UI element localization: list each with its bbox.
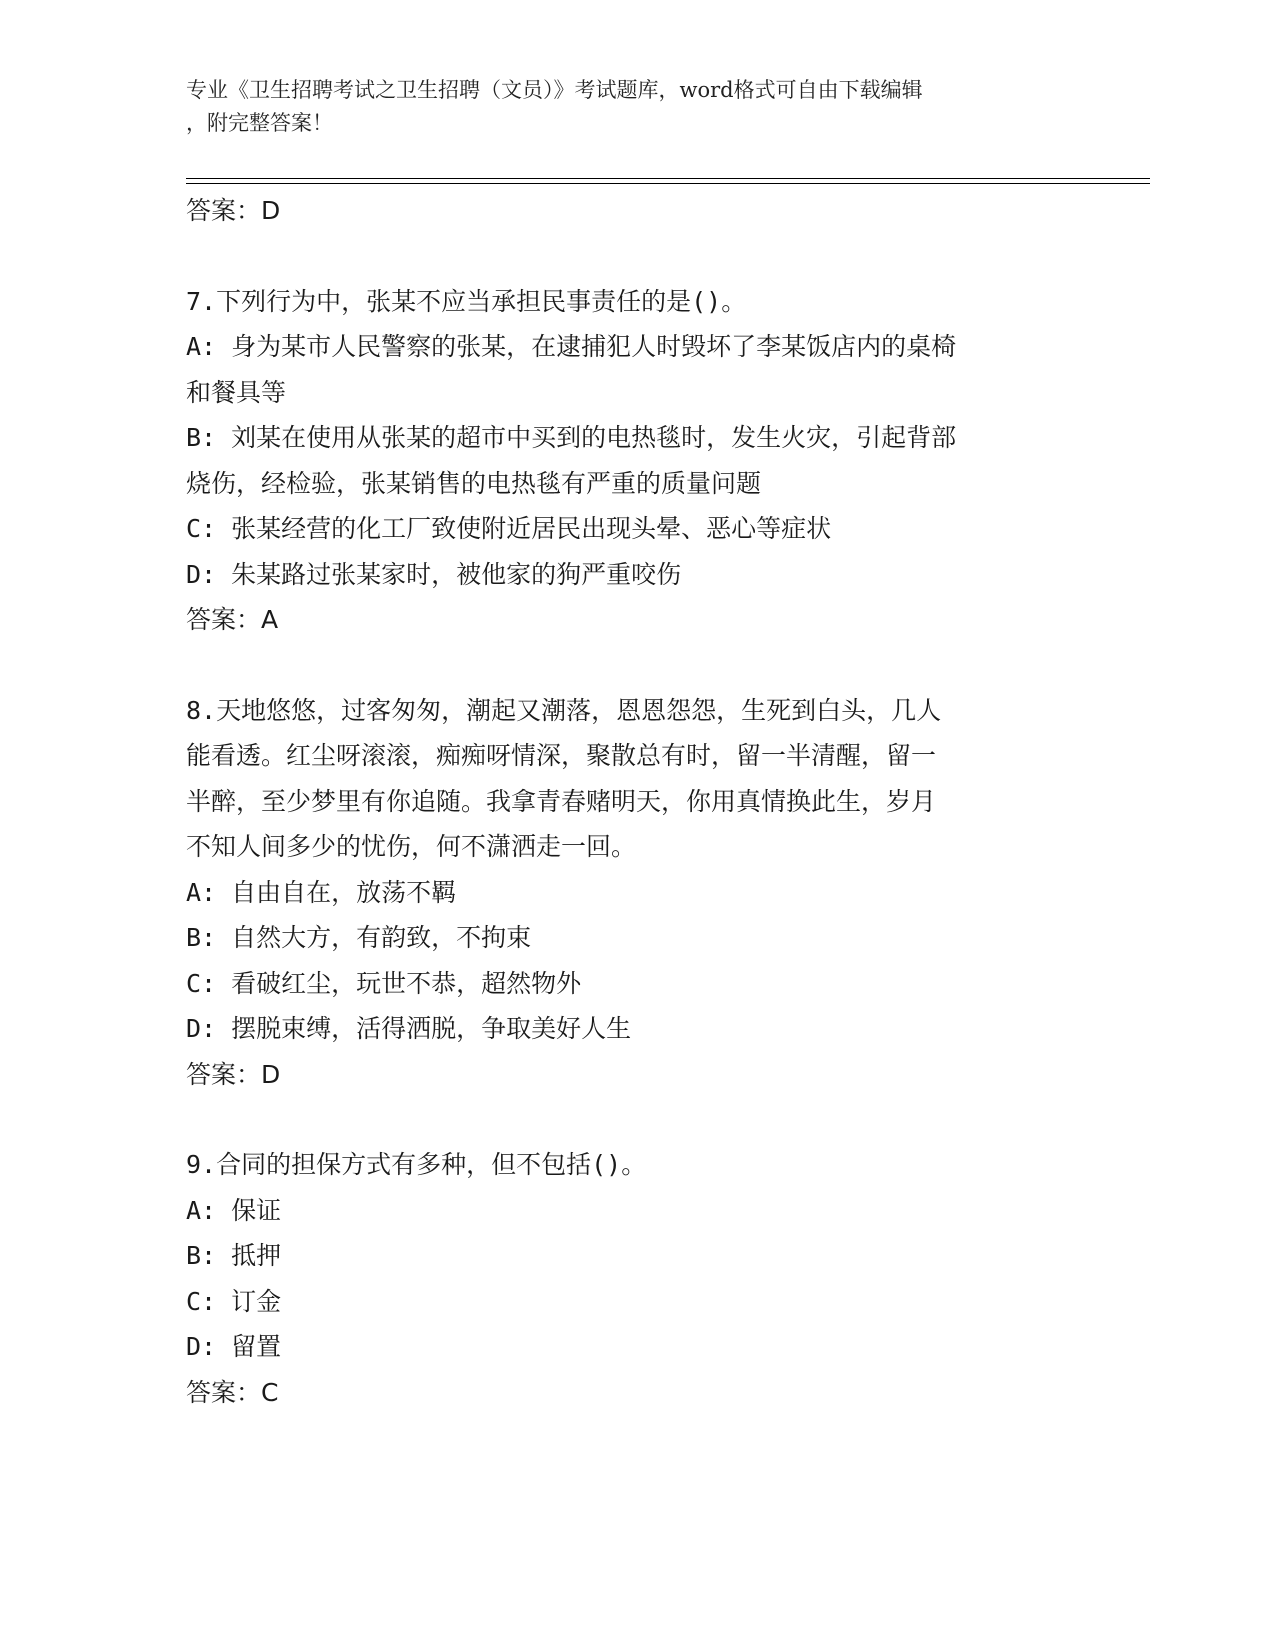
- answer: 答案：D: [186, 1059, 281, 1089]
- option-c: C: 看破红尘，玩世不恭，超然物外: [186, 968, 582, 998]
- question-9: [186, 1142, 1086, 1415]
- option-c: C: 张某经营的化工厂致使附近居民出现头晕、恶心等症状: [186, 514, 832, 543]
- question-stem-continued: 半醉，至少梦里有你追随。我拿青春赌明天，你用真情换此生，岁月: [186, 786, 937, 816]
- header-divider-top: [186, 178, 1150, 179]
- question-stem: 7.下列行为中，张某不应当承担民事责任的是()。: [186, 286, 747, 316]
- question-stem: 8.天地悠悠，过客匆匆，潮起又潮落，恩恩怨怨，生死到白头，几人: [186, 695, 942, 725]
- option-b: B: 刘某在使用从张某的超市中买到的电热毯时，发生火灾，引起背部: [186, 423, 957, 452]
- spacer: [186, 1097, 1086, 1142]
- header-line-2: ，附完整答案！: [186, 111, 333, 135]
- option-c: C: 订金: [186, 1286, 282, 1316]
- answer: 答案：A: [186, 605, 279, 634]
- document-body: [186, 188, 1086, 1415]
- document-header: [186, 74, 1076, 140]
- question-7: [186, 279, 1086, 643]
- option-d: D: 留置: [186, 1332, 282, 1361]
- question-stem-continued: 能看透。红尘呀滚滚，痴痴呀情深，聚散总有时，留一半清醒，留一: [186, 741, 937, 770]
- spacer: [186, 234, 1086, 279]
- question-stem: 9.合同的担保方式有多种，但不包括()。: [186, 1150, 647, 1179]
- question-stem-continued: 不知人间多少的忧伤，何不潇洒走一回。: [186, 832, 637, 861]
- option-a-continued: 和餐具等: [186, 377, 287, 407]
- question-8: [186, 688, 1086, 1098]
- option-d: D: 朱某路过张某家时，被他家的狗严重咬伤: [186, 559, 682, 589]
- option-d: D: 摆脱束缚，活得洒脱，争取美好人生: [186, 1014, 632, 1043]
- option-a: A: 身为某市人民警察的张某，在逮捕犯人时毁坏了李某饭店内的桌椅: [186, 332, 957, 361]
- header-line-1: 专业《卫生招聘考试之卫生招聘（文员）》考试题库，word格式可自由下载编辑: [186, 78, 923, 102]
- option-a: A: 自由自在，放荡不羁: [186, 877, 457, 907]
- option-b: B: 抵押: [186, 1241, 282, 1270]
- option-a: A: 保证: [186, 1195, 282, 1225]
- option-b-continued: 烧伤，经检验，张某销售的电热毯有严重的质量问题: [186, 468, 762, 498]
- header-divider-bottom: [186, 183, 1150, 184]
- answer: 答案：C: [186, 1377, 279, 1407]
- answer-previous: 答案：D: [186, 196, 281, 225]
- option-b: B: 自然大方，有韵致，不拘束: [186, 923, 532, 952]
- spacer: [186, 643, 1086, 688]
